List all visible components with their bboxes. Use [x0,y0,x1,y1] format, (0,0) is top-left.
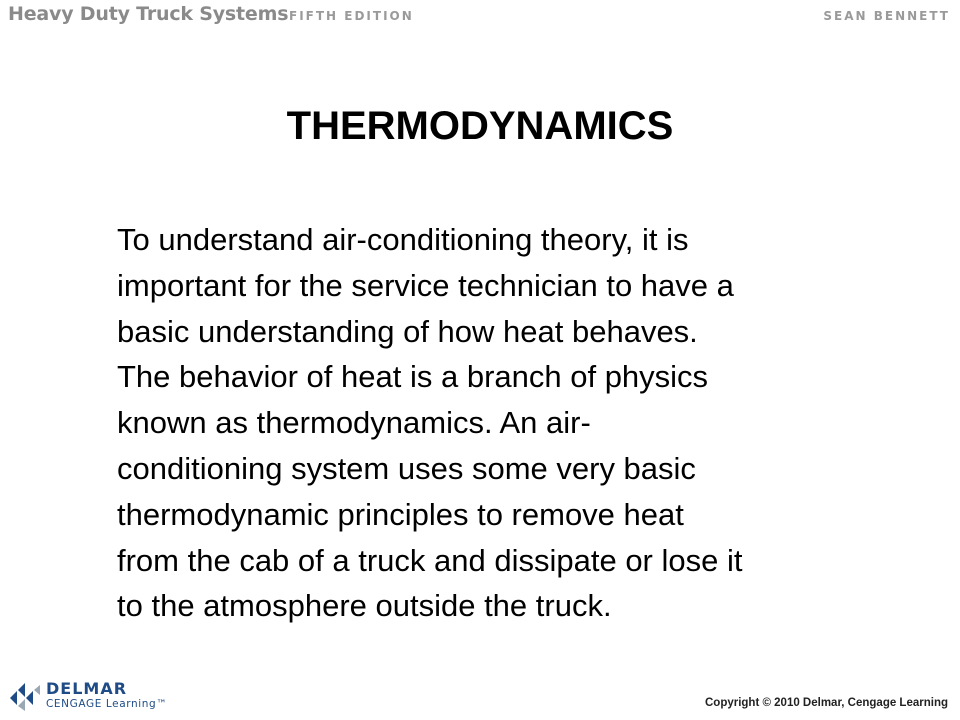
body-line: important for the service technician to have a [117,267,734,303]
body-line: conditioning system uses some very basic [117,450,696,486]
body-line: from the cab of a truck and dissipate or lose it [117,542,743,578]
header-banner [0,0,960,34]
slide-title: THERMODYNAMICS [286,104,674,148]
author-name: SEAN BENNETT [823,9,950,23]
body-line: basic understanding of how heat behaves. [117,313,698,349]
body-line: thermodynamic principles to remove heat [117,496,684,532]
copyright-notice: Copyright © 2010 Delmar, Cengage Learning [704,697,948,709]
body-line: The behavior of heat is a branch of physics [117,359,709,395]
body-line: to the atmosphere outside the truck. [117,588,612,624]
body-line: known as thermodynamics. An air- [117,405,591,441]
book-title: Heavy Duty Truck Systems [8,3,289,25]
logo-tagline: CENGAGE Learning™ [46,698,168,710]
delmar-logo-icon [8,682,42,712]
edition-label: FIFTH EDITION [289,9,414,23]
publisher-logo [8,680,178,714]
body-paragraph [117,217,887,629]
body-line: To understand air-conditioning theory, it is [117,222,689,257]
logo-wordmark: DELMAR [46,679,128,698]
